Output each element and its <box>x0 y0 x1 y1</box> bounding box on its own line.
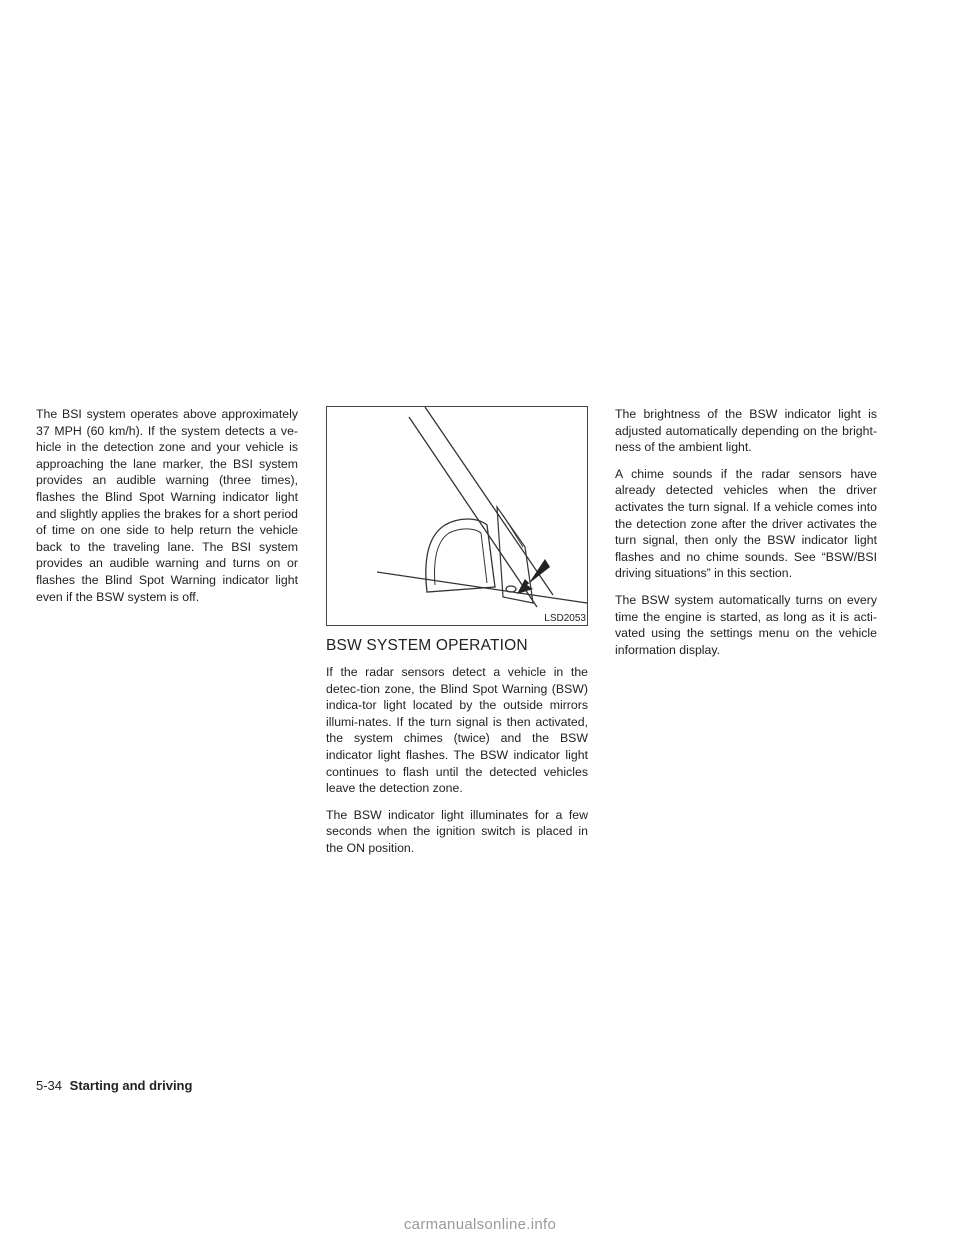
bsw-operation-paragraph-2: The BSW indicator light illuminates for a few seconds when the ignition switch is placed in the ON position. <box>326 807 588 855</box>
chime-paragraph: A chime sounds if the radar sensors have already detected vehicles when the driver activates the turn signal. If a vehicle comes into the detection zone after the driver activates the turn signal, then only the BSW indicator light flashes and no chime sounds. See “BSW/BSI driving situations” in this section. <box>615 466 877 581</box>
chapter-title: Starting and driving <box>69 1078 193 1093</box>
watermark: carmanualsonline.info <box>403 1216 557 1233</box>
brightness-paragraph: The brightness of the BSW indicator light is adjusted automatically depending on the bright-ness of the ambient light. <box>615 407 877 455</box>
section-heading: BSW SYSTEM OPERATION <box>326 637 528 654</box>
page-number: 5-34 <box>36 1078 63 1093</box>
middle-column <box>326 406 588 867</box>
right-column <box>615 406 877 668</box>
figure-code: LSD2053 <box>544 613 586 624</box>
auto-on-paragraph: The BSW system automatically turns on every time the engine is started, as long as it is acti-vated using the settings menu on the vehicle information display. <box>615 592 877 657</box>
mirror-illustration <box>326 406 588 626</box>
left-column <box>36 406 298 615</box>
page-footer <box>36 1078 192 1094</box>
bsw-operation-paragraph-1: If the radar sensors detect a vehicle in the detec-tion zone, the Blind Spot Warning (BSW) indica-tor light located by the outside mirrors illumi-nates. If the turn signal is then activated, the system chimes (twice) and the BSW indicator light flashes. The BSW indicator light continues to flash until the detected vehicles leave the detection zone. <box>326 665 588 796</box>
mirror-indicator-drawing <box>327 407 589 627</box>
bsi-operation-paragraph: The BSI system operates above approximately 37 MPH (60 km/h). If the system detects a ve-hicle in the detection zone and your vehicle is approaching the lane marker, the BSI system provides an audible warning (three times), flashes the Blind Spot Warning indicator light and slightly applies the brakes for a short period of time on one side to help return the vehicle back to the traveling lane. The BSI system provides an audible warning and turns on or flashes the Blind Spot Warning indicator light even if the BSW system is off. <box>36 407 298 604</box>
